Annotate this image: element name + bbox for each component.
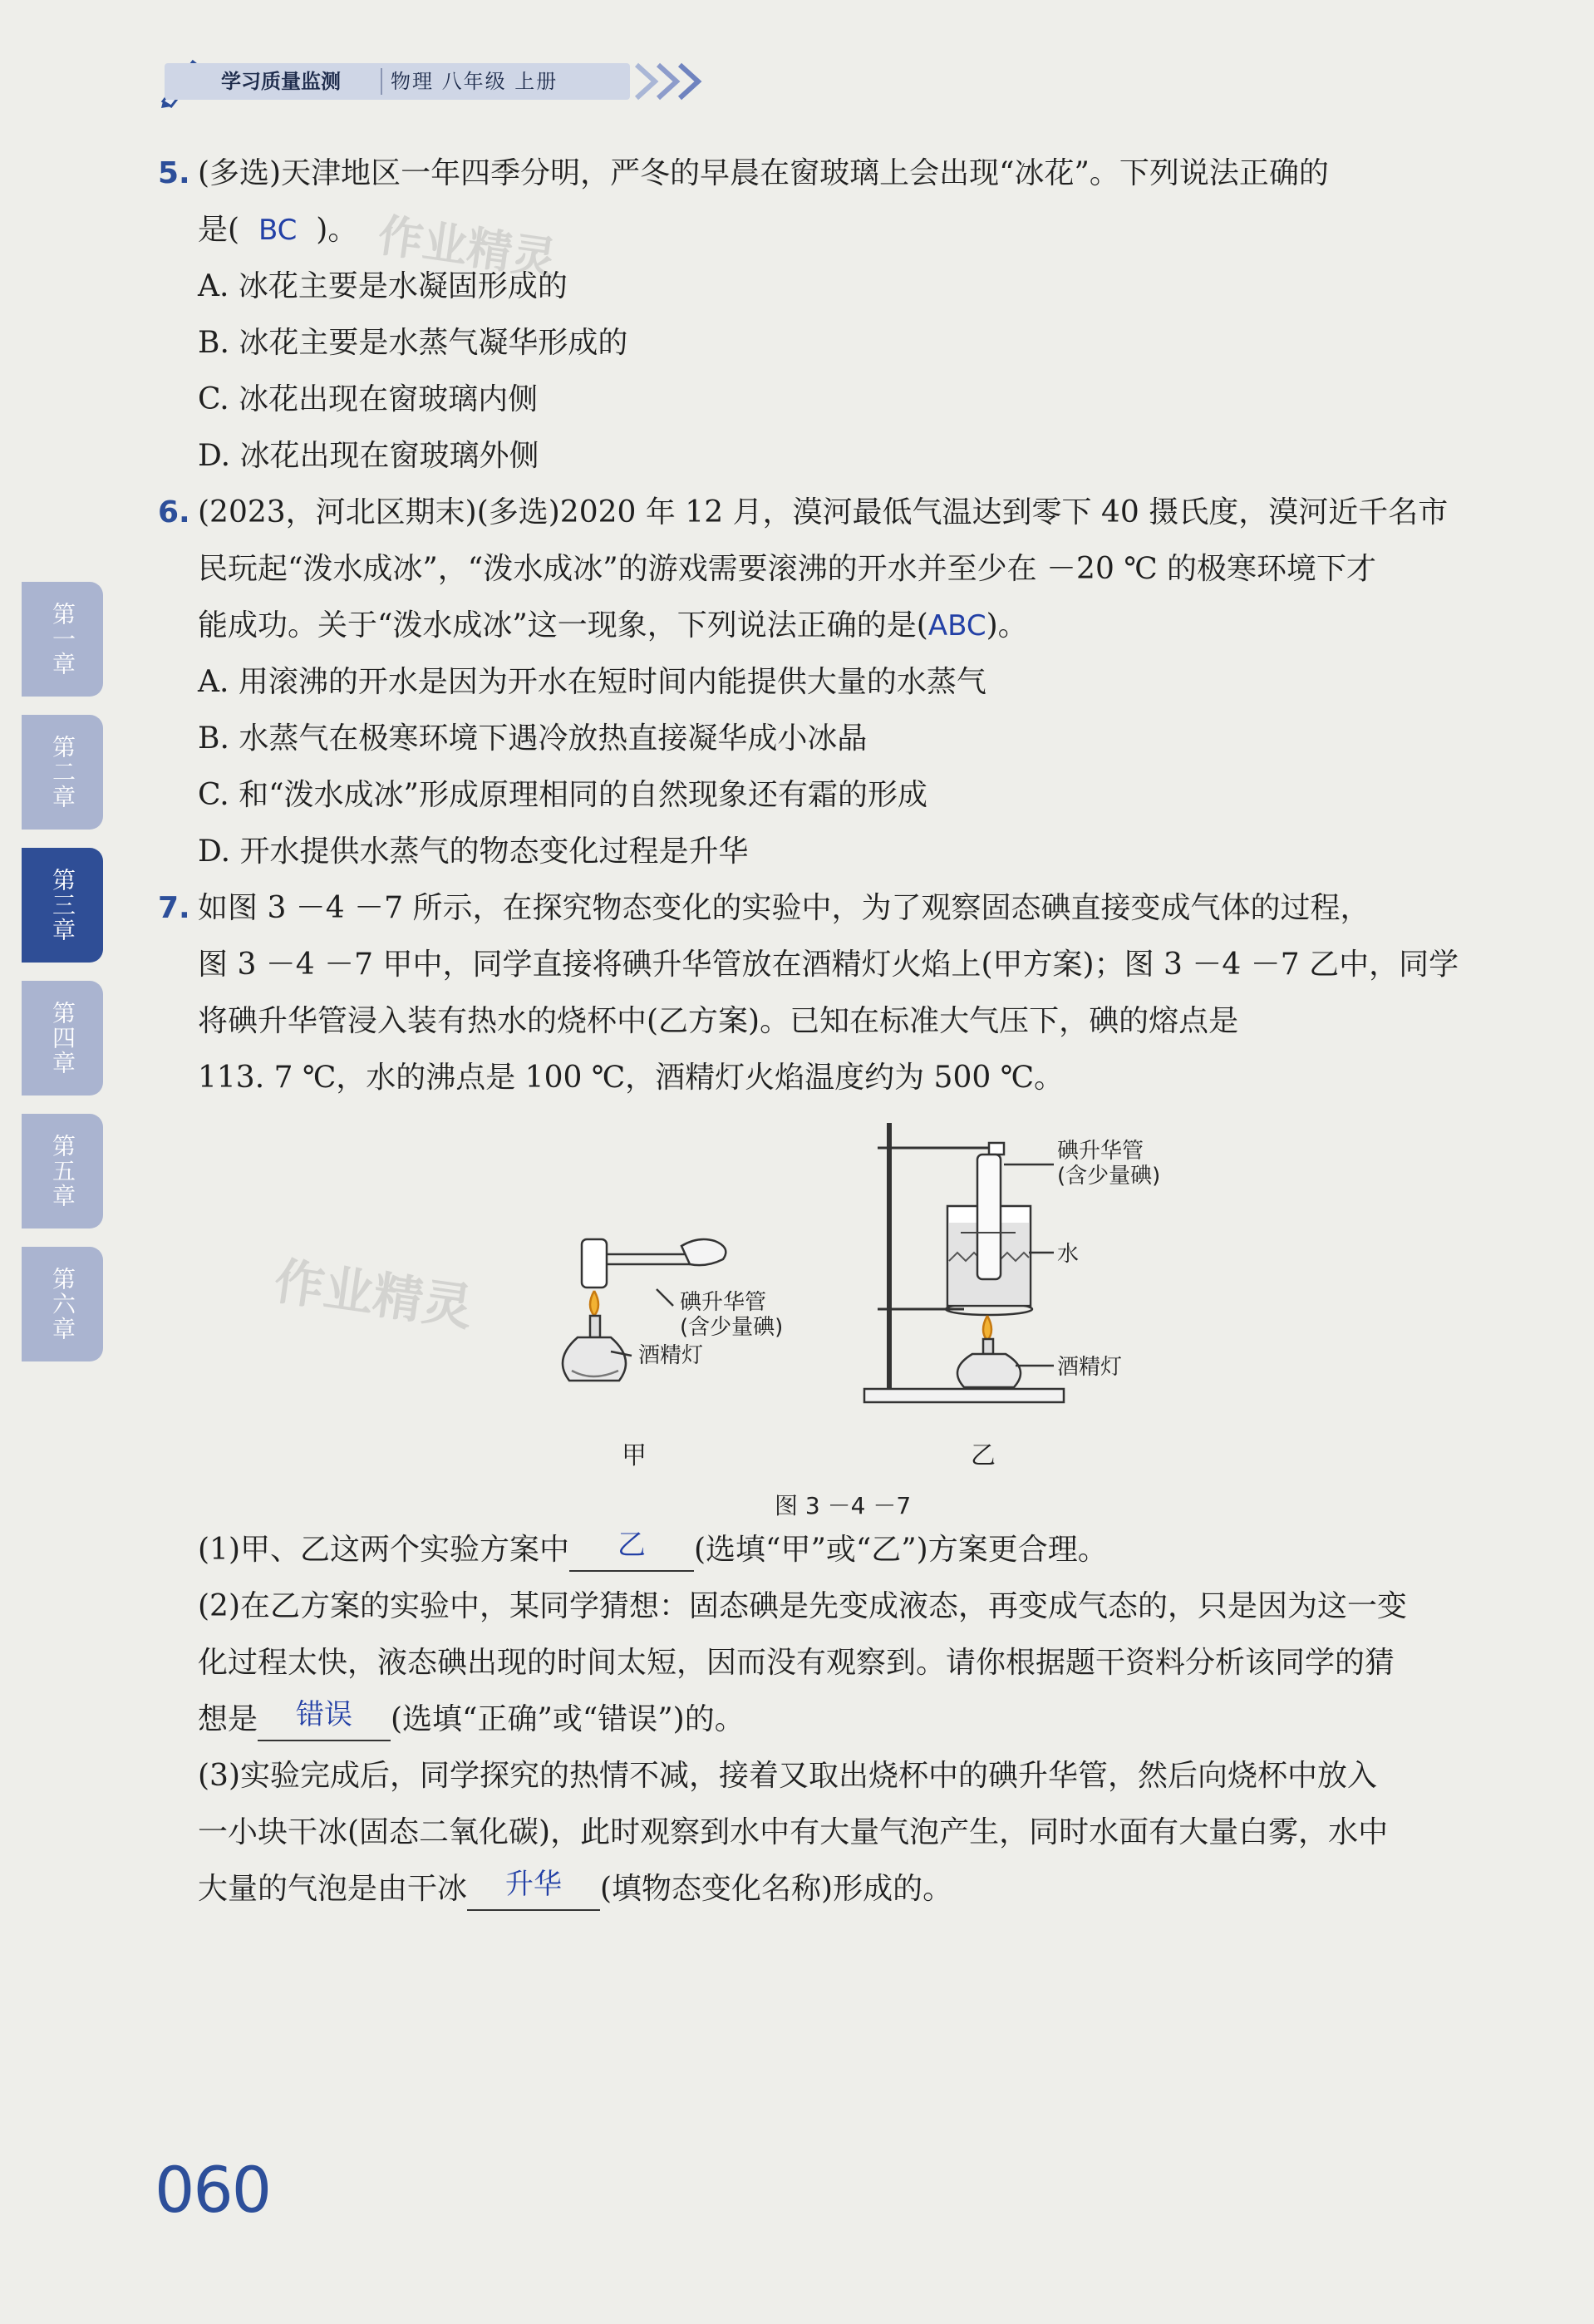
answer-text: 升华 <box>505 1868 563 1901</box>
option: A. 用滚沸的开水是因为开水在短时间内能提供大量的水蒸气 <box>198 665 986 699</box>
alcohol-lamp <box>957 1354 1021 1387</box>
header-book: 物理 八年级 上册 <box>391 70 558 93</box>
subquestion-3: (3)实验完成后，同学探究的热情不减，接着又取出烧杯中的碘升华管，然后向烧杯中放入 <box>198 1759 1377 1793</box>
label-tube-jia: 碘升华管 <box>680 1290 767 1315</box>
option: B. 冰花主要是水蒸气凝华形成的 <box>198 326 628 360</box>
answer-blank <box>258 1700 391 1741</box>
question-stem: 民玩起“泼水成冰”，“泼水成冰”的游戏需要滚沸的开水并至少在 －20 ℃ 的极寒环境下才 <box>198 552 1377 586</box>
answer-blank <box>467 1869 600 1911</box>
figure-caption: 图 3 －4 －7 <box>775 1492 912 1519</box>
chevrons-icon <box>630 60 721 103</box>
sublimation-tube <box>977 1155 1001 1279</box>
question-stem: 图 3 －4 －7 甲中，同学直接将碘升华管放在酒精灯火焰上(甲方案)；图 3 －4 －7 乙中，同学 <box>198 948 1459 982</box>
experiment-diagram <box>158 1106 1521 1522</box>
option: A. 冰花主要是水凝固形成的 <box>198 269 568 303</box>
label-water: 水 <box>1057 1242 1080 1267</box>
label-lamp-jia: 酒精灯 <box>638 1343 704 1368</box>
question-number: 5. <box>158 156 190 190</box>
header-divider <box>381 68 382 95</box>
subquestion-2: (2)在乙方案的实验中，某同学猜想：固态碘是先变成液态，再变成气态的，只是因为这一变 <box>198 1589 1407 1623</box>
question-number: 7. <box>158 891 190 925</box>
tube-bulb <box>582 1239 607 1288</box>
lamp-wick <box>983 1339 993 1354</box>
label-leader <box>657 1289 673 1306</box>
question-number: 6. <box>158 495 190 529</box>
subquestion-3: 大量的气泡是由干冰 升华 (填物态变化名称)形成的。 <box>198 1861 1521 1918</box>
label-tube-jia-note: (含少量碘) <box>680 1315 784 1340</box>
question-stem: 是( BC )。 <box>198 213 358 247</box>
page-header <box>156 55 730 108</box>
option: C. 和“泼水成冰”形成原理相同的自然现象还有霜的形成 <box>198 778 927 812</box>
watermark: 作业精灵 <box>375 209 560 286</box>
subquestion-1: (1)甲、乙这两个实验方案中 乙 (选填“甲”或“乙”)方案更合理。 <box>198 1522 1521 1578</box>
question-stem: 能成功。关于“泼水成冰”这一现象，下列说法正确的是(ABC)。 <box>198 608 1028 643</box>
question-7-subparts <box>158 1522 1521 1918</box>
subquestion-2: 化过程太快，液态碘出现的时间太短，因而没有观察到。请你根据题干资料分析该同学的猜 <box>198 1646 1395 1680</box>
tab-chapter-4[interactable]: 第四章 <box>22 981 103 1096</box>
stand-base <box>864 1389 1064 1402</box>
question-5 <box>158 145 1521 485</box>
label-jia: 甲 <box>622 1441 647 1470</box>
subquestion-2: 想是 错误 (选填“正确”或“错误”)的。 <box>198 1691 1521 1748</box>
question-stem: 113. 7 ℃，水的沸点是 100 ℃，酒精灯火焰温度约为 500 ℃。 <box>198 1061 1064 1095</box>
page-number: 060 <box>155 2153 271 2227</box>
subquestion-3: 一小块干冰(固态二氧化碳)，此时观察到水中有大量气泡产生，同时水面有大量白雾，水中 <box>198 1815 1389 1849</box>
tab-chapter-3[interactable]: 第三章 <box>22 848 103 963</box>
tab-chapter-5[interactable]: 第五章 <box>22 1114 103 1228</box>
label-yi: 乙 <box>971 1441 996 1470</box>
option: D. 冰花出现在窗玻璃外侧 <box>198 439 539 473</box>
clamp-head <box>989 1143 1004 1155</box>
label-tube-yi: 碘升华管 <box>1057 1139 1144 1164</box>
option: B. 水蒸气在极寒环境下遇冷放热直接凝华成小冰晶 <box>198 721 868 756</box>
question-stem: 将碘升华管浸入装有热水的烧杯中(乙方案)。已知在标准大气压下，碘的熔点是 <box>198 1004 1239 1038</box>
lamp-wick <box>590 1316 600 1337</box>
header-tag: 学习质量监测 <box>221 70 341 93</box>
question-stem: (多选)天津地区一年四季分明，严冬的早晨在窗玻璃上会出现“冰花”。下列说法正确的 <box>198 156 1329 190</box>
answer-blank <box>569 1530 694 1572</box>
question-6 <box>158 485 1521 880</box>
flame-icon <box>590 1291 598 1316</box>
flame-icon <box>983 1316 991 1341</box>
hand-icon <box>681 1239 726 1265</box>
label-lamp-yi: 酒精灯 <box>1057 1355 1123 1380</box>
figure-3-4-7 <box>158 1106 1521 1522</box>
label-tube-yi-note: (含少量碘) <box>1057 1164 1161 1189</box>
answer-text: BC <box>258 214 298 247</box>
tab-chapter-6[interactable]: 第六章 <box>22 1247 103 1361</box>
question-stem: 如图 3 －4 －7 所示，在探究物态变化的实验中，为了观察固态碘直接变成气体的过程， <box>198 891 1370 925</box>
watermark: 作业精灵 <box>270 1252 477 1338</box>
alcohol-lamp <box>563 1337 626 1381</box>
tab-chapter-2[interactable]: 第二章 <box>22 715 103 830</box>
setup-yi <box>864 1123 1064 1402</box>
answer-text: 错误 <box>296 1698 353 1731</box>
tab-chapter-1[interactable]: 第一章 <box>22 582 103 697</box>
answer-text: 乙 <box>617 1529 646 1562</box>
question-stem: (2023，河北区期末)(多选)2020 年 12 月，漠河最低气温达到零下 40 摄氏度，漠河近千名市 <box>198 495 1449 529</box>
page-content <box>158 145 1521 1918</box>
answer-text: ABC <box>927 609 986 643</box>
option: C. 冰花出现在窗玻璃内侧 <box>198 382 539 416</box>
option: D. 开水提供水蒸气的物态变化过程是升华 <box>198 835 749 869</box>
question-7 <box>158 880 1521 1106</box>
